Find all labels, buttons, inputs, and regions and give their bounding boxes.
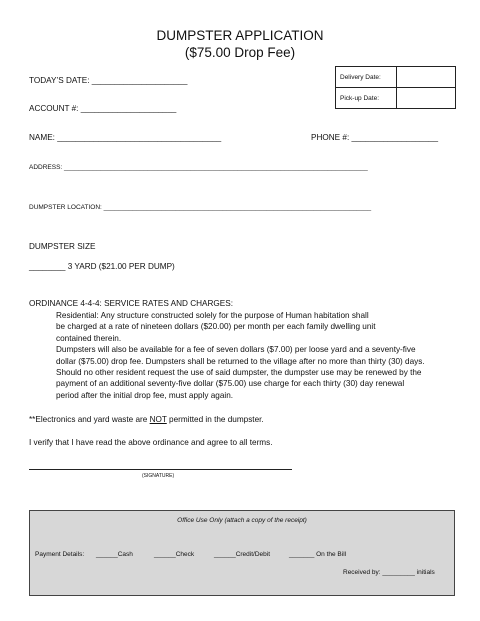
office-use-heading: Office Use Only (attach a copy of the receipt) xyxy=(177,517,307,524)
notice-text-before: **Electronics and yard waste are xyxy=(29,415,150,424)
delivery-date-field[interactable] xyxy=(397,67,456,88)
ordinance-line: Should no other resident request the use of said dumpster, the dumpster use may be renewed by the xyxy=(56,368,422,378)
dumpster-size-option[interactable]: ________ 3 YARD ($21.00 PER DUMP) xyxy=(29,262,175,271)
verification-statement: I verify that I have read the above ordinance and agree to all terms. xyxy=(29,438,273,447)
form-title: DUMPSTER APPLICATION xyxy=(156,28,324,43)
ordinance-line: dollar ($75.00) drop fee. Dumpsters shall be returned to the village after no more than thirty (30) days. xyxy=(56,356,425,366)
ordinance-line: period after the initial drop fee, must apply again. xyxy=(56,390,234,400)
account-number-field[interactable]: ACCOUNT #: _____________________ xyxy=(29,104,177,113)
delivery-date-label: Delivery Date: xyxy=(336,67,397,88)
office-use-box xyxy=(29,510,455,596)
payment-credit-option[interactable]: ______Credit/Debit xyxy=(214,551,271,558)
notice-emphasis: NOT xyxy=(149,415,167,424)
dumpster-location-field[interactable]: DUMPSTER LOCATION: __________________________________________________________________________ xyxy=(29,204,372,211)
electronics-notice xyxy=(29,415,264,424)
name-field[interactable]: NAME: ____________________________________ xyxy=(29,133,222,142)
notice-text-after: permitted in the dumpster. xyxy=(166,415,264,424)
received-by-field[interactable]: Received by: _________ initials xyxy=(343,569,435,576)
ordinance-line: Dumpsters will also be available for a fee of seven dollars ($7.00) per loose yard and a seventy-five xyxy=(56,345,416,355)
ordinance-line: contained therein. xyxy=(56,333,122,343)
ordinance-line: be charged at a rate of nineteen dollars ($20.00) per month per each family dwelling unit xyxy=(56,322,376,332)
address-field[interactable]: ADDRESS: ____________________________________________________________________________________ xyxy=(29,164,368,171)
payment-check-option[interactable]: ______Check xyxy=(154,551,195,558)
ordinance-line: Residential: Any structure constructed solely for the purpose of Human habitation shall xyxy=(56,311,369,320)
ordinance-line: payment of an additional seventy-five dollar ($75.00) use charge for each thirty (30) day renewal xyxy=(56,379,405,389)
payment-bill-option[interactable]: _______ On the Bill xyxy=(289,551,347,558)
signature-line[interactable] xyxy=(29,469,292,470)
office-dates-box xyxy=(335,66,456,109)
pickup-date-label: Pick-up Date: xyxy=(336,88,397,109)
payment-cash-option[interactable]: ______Cash xyxy=(96,551,133,558)
signature-label: (SIGNATURE) xyxy=(142,473,175,479)
ordinance-text xyxy=(56,310,425,401)
form-subtitle: ($75.00 Drop Fee) xyxy=(184,45,296,60)
payment-details-label: Payment Details: xyxy=(35,551,85,558)
dumpster-size-heading: DUMPSTER SIZE xyxy=(29,242,96,251)
phone-field[interactable]: PHONE #: ___________________ xyxy=(311,133,439,142)
pickup-date-field[interactable] xyxy=(397,88,456,109)
ordinance-heading: ORDINANCE 4-4-4: SERVICE RATES AND CHARGES: xyxy=(29,299,233,308)
todays-date-field[interactable]: TODAY’S DATE: _____________________ xyxy=(29,76,188,85)
